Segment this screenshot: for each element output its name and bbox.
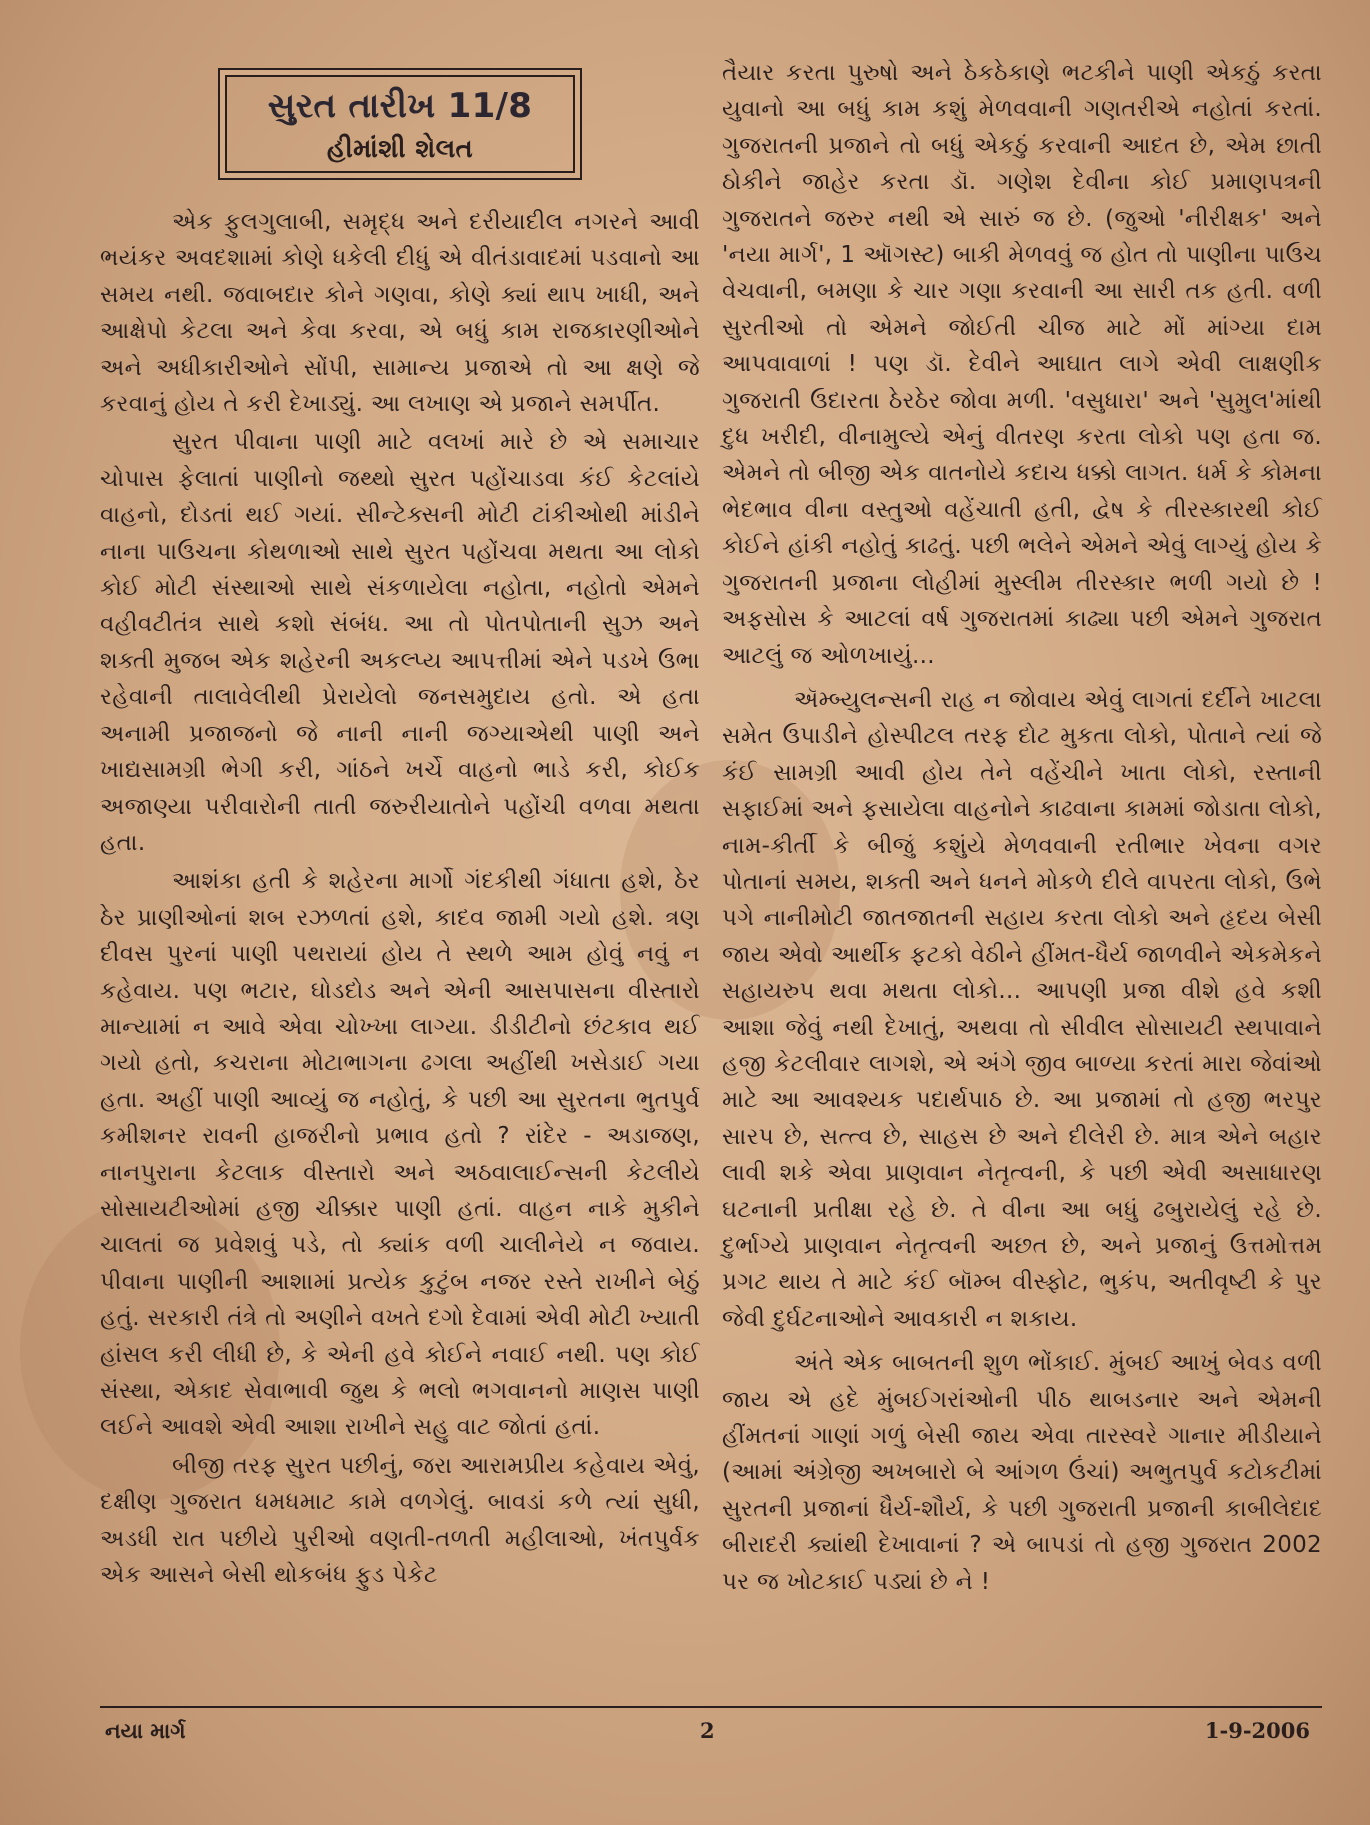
footer-divider	[100, 1706, 1322, 1708]
page-number: 2	[700, 1718, 715, 1743]
article-title: સુરત તારીખ 11/8	[267, 86, 533, 126]
paragraph: તૈયાર કરતા પુરુષો અને ઠેકઠેકાણે ભટકીને પાણી એકઠું કરતા યુવાનો આ બધું કામ કશું મેળવવાની ગણતરીએ નહોતાં કરતાં. ગુજરાતની પ્રજાને તો બધું એકઠું કરવાની આદત છે, એમ છાતી ઠોકીને જાહેર કરતા ડૉ. ગણેશ દેવીના કોઈ પ્રમાણપત્રની ગુજરાતને જરુર નથી એ સારું જ છે. (જુઓ 'નીરીક્ષક' અને 'નયા માર્ગ', 1 ઑગસ્ટ) બાકી મેળવવું જ હોત તો પાણીના પાઉચ વેચવાની, બમણા કે ચાર ગણા કરવાની આ સારી તક હતી. વળી સુરતીઓ તો એમને જોઈતી ચીજ માટે મોં માંગ્યા દામ આપવાવાળાં ! પણ ડૉ. દેવીને આઘાત લાગે એવી લાક્ષણીક ગુજરાતી ઉદારતા ઠેરઠેર જોવા મળી. 'વસુધારા' અને 'સુમુલ'માંથી દુધ ખરીદી, વીનામુલ્યે એનું વીતરણ કરતા લોકો પણ હતા જ. એમને તો બીજી એક વાતનોયે કદાચ ધક્કો લાગત. ધર્મ કે કોમના ભેદભાવ વીના વસ્તુઓ વહેંચાતી હતી, દ્વેષ કે તીરસ્કારથી કોઈ કોઈને હાંકી નહોતું કાઢતું. પછી ભલેને એમને એવું લાગ્યું હોય કે ગુજરાતની પ્રજાના લોહીમાં મુસ્લીમ તીરસ્કાર ભળી ગયો છે ! અફસોસ કે આટલાં વર્ષ ગુજરાતમાં કાઢ્યા પછી એમને ગુજરાત આટલું જ ઓળખાયું...	[722, 60, 1322, 669]
paragraph: ઍમ્બ્યુલન્સની રાહ ન જોવાય એવું લાગતાં દર્દીને ખાટલા સમેત ઉપાડીને હોસ્પીટલ તરફ દોટ મુકતા લોકો, પોતાને ત્યાં જે કંઈ સામગ્રી આવી હોય તેને વહેંચીને ખાતા લોકો, રસ્તાની સફાઈમાં અને ફસાયેલા વાહનોને કાઢવાના કામમાં જોડાતા લોકો, નામ-કીર્તી કે બીજું કશુંયે મેળવવાની રતીભાર ખેવના વગર પોતાનાં સમય, શક્તી અને ધનને મોકળે દીલે વાપરતા લોકો, ઉભે પગે નાનીમોટી જાતજાતની સહાય કરતા લોકો અને હૃદય બેસી જાય એવો આર્થીક ફટકો વેઠીને હીંમત-ધૈર્ય જાળવીને એકમેકને સહાયરુપ થવા મથતા લોકો... આપણી પ્રજા વીશે હવે કશી આશા જેવું નથી દેખાતું, અથવા તો સીવીલ સોસાયટી સ્થપાવાને હજી કેટલીવાર લાગશે, એ અંગે જીવ બાળ્યા કરતાં મારા જેવાંઓ માટે આ આવશ્યક પદાર્થપાઠ છે. આ પ્રજામાં તો હજી ભરપુર સારપ છે, સત્ત્વ છે, સાહસ છે અને દીલેરી છે. માત્ર એને બહાર લાવી શકે એવા પ્રાણવાન નેતૃત્વની, કે પછી એવી અસાધારણ ઘટનાની પ્રતીક્ષા રહે છે. તે વીના આ બધું ઢબુરાયેલું રહે છે. દુર્ભાગ્યે પ્રાણવાન નેતૃત્વની અછત છે, અને પ્રજાનું ઉત્તમોત્તમ પ્રગટ થાય તે માટે કંઈ બૉમ્બ વીસ્ફોટ, ભુકંપ, અતીવૃષ્ટી કે પુર જેવી દુર્ઘટનાઓને આવકારી ન શકાય.	[722, 686, 1322, 1332]
issue-date: 1-9-2006	[1204, 1718, 1310, 1743]
left-column	[100, 58, 700, 1593]
right-column	[722, 55, 1322, 1600]
paragraph: સુરત પીવાના પાણી માટે વલખાં મારે છે એ સમાચાર ચોપાસ ફેલાતાં પાણીનો જથ્થો સુરત પહોંચાડવા કંઈ કેટલાંયે વાહનો, દોડતાં થઈ ગયાં. સીન્ટેક્સની મોટી ટાંકીઓથી માંડીને નાના પાઉચના કોથળાઓ સાથે સુરત પહોંચવા મથતા આ લોકો કોઈ મોટી સંસ્થાઓ સાથે સંકળાયેલા નહોતા, નહોતો એમને વહીવટીતંત્ર સાથે કશો સંબંધ. આ તો પોતપોતાની સુઝ અને શક્તી મુજબ એક શહેરની અકલ્પ્ય આપત્તીમાં એને પડખે ઉભા રહેવાની તાલાવેલીથી પ્રેરાયેલો જનસમુદાય હતો. એ હતા અનામી પ્રજાજનો જે નાની નાની જગ્યાએથી પાણી અને ખાદ્યસામગ્રી ભેગી કરી, ગાંઠને ખર્ચે વાહનો ભાડે કરી, કોઈક અજાણ્યા પરીવારોની તાતી જરુરીયાતોને પહોંચી વળવા મથતા હતા.	[100, 429, 700, 856]
paragraph: બીજી તરફ સુરત પછીનું, જરા આરામપ્રીય કહેવાય એવું, દક્ષીણ ગુજરાત ધમધમાટ કામે વળગેલું. બાવડાં કળે ત્યાં સુધી, અડધી રાત પછીયે પુરીઓ વણતી-તળતી મહીલાઓ, ખંતપુર્વક એક આસને બેસી થોકબંધ ફુડ પેકેટ	[100, 1452, 700, 1589]
paragraph: એક ફુલગુલાબી, સમૃદ્ધ અને દરીયાદીલ નગરને આવી ભયંકર અવદશામાં કોણે ધકેલી દીધું એ વીતંડાવાદમાં પડવાનો આ સમય નથી. જવાબદાર કોને ગણવા, કોણે ક્યાં થાપ ખાધી, અને આક્ષેપો કેટલા અને કેવા કરવા, એ બધું કામ રાજકારણીઓને અને અધીકારીઓને સોંપી, સામાન્ય પ્રજાએ તો આ ક્ષણે જે કરવાનું હોય તે કરી દેખાડ્યું. આ લખાણ એ પ્રજાને સમર્પીત.	[100, 209, 700, 418]
paragraph: અંતે એક બાબતની શુળ ભોંકાઈ. મુંબઈ આખું બેવડ વળી જાય એ હદે મુંબઈગરાંઓની પીઠ થાબડનાર અને એમની હીંમતનાં ગાણાં ગળું બેસી જાય એવા તારસ્વરે ગાનાર મીડીયાને (આમાં અંગ્રેજી અખબારો બે આંગળ ઉંચાં) અભુતપુર્વ કટોકટીમાં સુરતની પ્રજાનાં ધૈર્ય-શૌર્ય, કે પછી ગુજરાતી પ્રજાની કાબીલેદાદ બીરાદરી ક્યાંથી દેખાવાનાં ? એ બાપડાં તો હજી ગુજરાત 2002 પર જ ખોટકાઈ પડ્યાં છે ને !	[722, 1350, 1322, 1595]
paragraph: આશંકા હતી કે શહેરના માર્ગો ગંદકીથી ગંધાતા હશે, ઠેર ઠેર પ્રાણીઓનાં શબ રઝળતાં હશે, કાદવ જામી ગયો હશે. ત્રણ દીવસ પુરનાં પાણી પથરાયાં હોય તે સ્થળે આમ હોવું નવું ન કહેવાય. પણ ભટાર, ઘોડદોડ અને એની આસપાસના વીસ્તારો માન્યામાં ન આવે એવા ચોખ્ખા લાગ્યા. ડીડીટીનો છંટકાવ થઈ ગયો હતો, કચરાના મોટાભાગના ઢગલા અહીંથી ખસેડાઈ ગયા હતા. અહીં પાણી આવ્યું જ નહોતું, કે પછી આ સુરતના ભુતપુર્વ કમીશનર રાવની હાજરીનો પ્રભાવ હતો ? રાંદેર - અડાજણ, નાનપુરાના કેટલાક વીસ્તારો અને અઠવાલાઈન્સની કેટલીયે સોસાયટીઓમાં હજી ચીક્કાર પાણી હતાં. વાહન નાકે મુકીને ચાલતાં જ પ્રવેશવું પડે, તો ક્યાંક વળી ચાલીનેયે ન જવાય. પીવાના પાણીની આશામાં પ્રત્યેક કુટુંબ નજર રસ્તે રાખીને બેઠું હતું. સરકારી તંત્રે તો અણીને વખતે દગો દેવામાં એવી મોટી ખ્યાતી હાંસલ કરી લીધી છે, કે એની હવે કોઈને નવાઈ નથી. પણ કોઈ સંસ્થા, એકાદ સેવાભાવી જુથ કે ભલો ભગવાનનો માણસ પાણી લઈને આવશે એવી આશા રાખીને સહુ વાટ જોતાં હતાં.	[100, 868, 700, 1441]
article-author: હીમાંશી શેલત	[326, 134, 474, 164]
publication-name: નયા માર્ગ	[105, 1718, 186, 1743]
title-box	[218, 68, 582, 180]
